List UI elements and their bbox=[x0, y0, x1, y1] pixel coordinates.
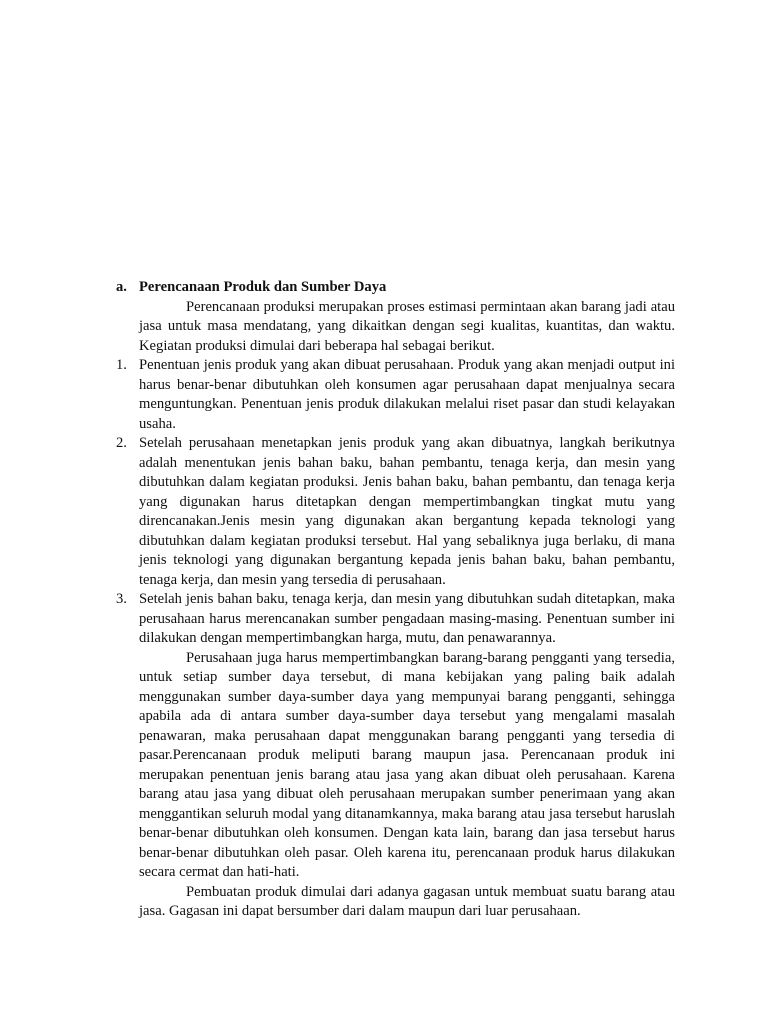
list-item-number: 2. bbox=[116, 435, 127, 451]
section-body-continued bbox=[139, 649, 675, 922]
list-item-text: Setelah perusahaan menetapkan jenis produk yang akan dibuatnya, langkah berikutnya adalah menentukan jenis bahan baku, bahan pembantu, tenaga kerja, dan mesin yang dibutuhkan dalam kegiatan produksi. Jenis bahan baku, bahan pembantu, dan tenaga kerja yang digunakan harus ditetapkan dengan mempertimbangkan tingkat mutu yang direncanakan.Jenis mesin yang digunakan akan bergantung kepada teknologi yang dibutuhkan dalam kegiatan produksi tersebut. Hal yang sebaliknya juga berlaku, di mana jenis teknologi yang digunakan bergantung kepada jenis bahan baku, bahan pembantu, tenaga kerja, dan mesin yang tersedia di perusahaan. bbox=[139, 435, 675, 588]
list-item-text: Setelah jenis bahan baku, tenaga kerja, dan mesin yang dibutuhkan sudah ditetapkan, maka perusahaan harus merencanakan sumber pengadaan masing-masing. Penentuan sumber ini dilakukan dengan mempertimbangkan harga, mutu, dan penawarannya. bbox=[139, 591, 675, 646]
section-title: Perencanaan Produk dan Sumber Daya bbox=[139, 279, 387, 295]
body-paragraph: Perusahaan juga harus mempertimbangkan barang-barang pengganti yang tersedia, untuk setiap sumber daya tersebut, di mana kebijakan yang paling baik adalah menggunakan sumber daya-sumber daya yang mempunyai barang pengganti, sehingga apabila ada di antara sumber daya-sumber daya tersebut yang mengalami masalah penawaran, maka perusahaan dapat menggunakan barang pengganti yang tersedia di pasar.Perencanaan produk meliputi barang maupun jasa. Perencanaan produk ini merupakan penentuan jenis barang atau jasa yang akan dibuat oleh perusahaan. Karena barang atau jasa yang dibuat oleh perusahaan merupakan sumber penerimaan yang akan menggantikan seluruh modal yang ditanamkannya, maka barang atau jasa tersebut haruslah benar-benar dibutuhkan oleh konsumen. Dengan kata lain, barang dan jasa tersebut harus benar-benar dibutuhkan oleh pasar. Oleh karena itu, perencanaan produk harus dilakukan secara cermat dan hati-hati. bbox=[139, 649, 675, 880]
list-item bbox=[116, 434, 675, 590]
body-paragraph: Pembuatan produk dimulai dari adanya gagasan untuk membuat suatu barang atau jasa. Gagasan ini dapat bersumber dari dalam maupun dari luar perusahaan. bbox=[139, 883, 675, 919]
section-heading bbox=[116, 278, 675, 298]
section-marker: a. bbox=[116, 279, 127, 295]
list-item-text: Penentuan jenis produk yang akan dibuat perusahaan. Produk yang akan menjadi output ini harus benar-benar dibutuhkan oleh konsumen agar perusahaan dapat menjualnya secara menguntungkan. Penentuan jenis produk dilakukan melalui riset pasar dan studi kelayakan usaha. bbox=[139, 357, 675, 432]
list-item bbox=[116, 590, 675, 649]
intro-paragraph: Perencanaan produksi merupakan proses estimasi permintaan akan barang jadi atau jasa untuk masa mendatang, yang dikaitkan dengan segi kualitas, kuantitas, dan waktu. Kegiatan produksi dimulai dari beberapa hal sebagai berikut. bbox=[139, 298, 675, 354]
list-item-number: 1. bbox=[116, 357, 127, 373]
list-item-number: 3. bbox=[116, 591, 127, 607]
document-content bbox=[116, 278, 675, 922]
section-body bbox=[139, 298, 675, 357]
list-item bbox=[116, 356, 675, 434]
steps-list bbox=[116, 356, 675, 649]
